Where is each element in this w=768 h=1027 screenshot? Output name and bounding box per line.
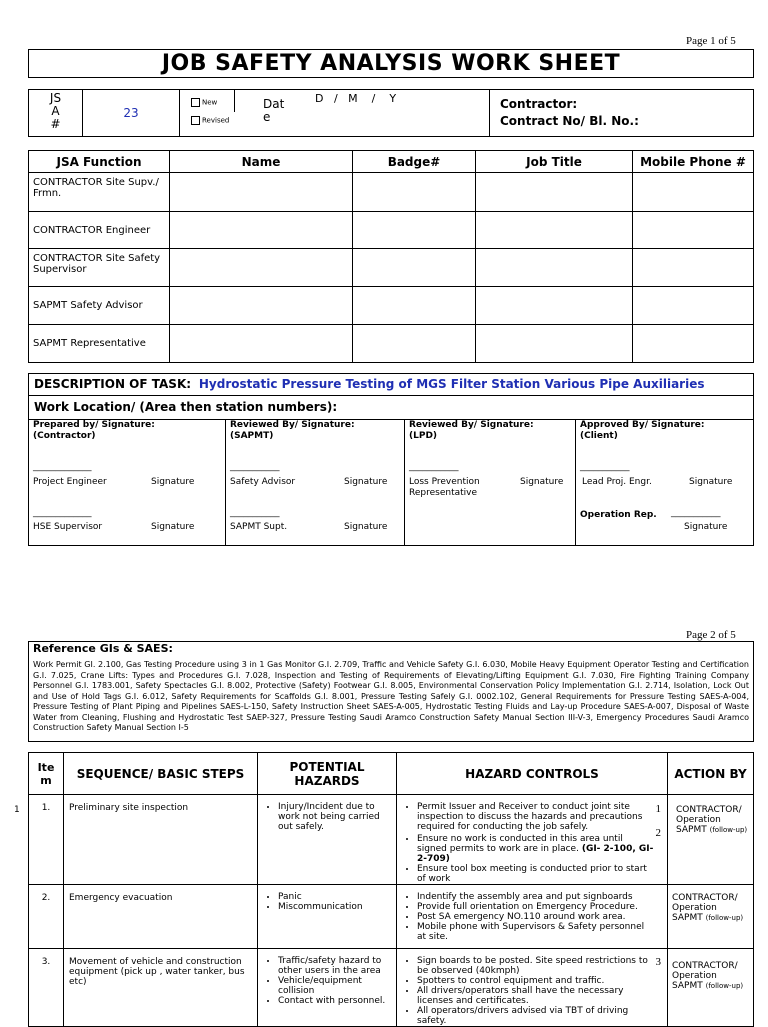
approved-by [580, 420, 705, 442]
operation-rep-label: Operation Rep. [580, 510, 657, 520]
step-cell: Preliminary site inspection [64, 795, 258, 885]
header-jsa-function: JSA Function [29, 151, 170, 173]
project-engineer-label: Project Engineer [33, 477, 107, 487]
header-action: ACTION BY [668, 753, 754, 795]
hazards-cell [258, 885, 397, 949]
name-cell[interactable] [170, 212, 353, 249]
date-label [263, 98, 284, 124]
control-item: • Indentify the assembly area and put signboards [417, 892, 655, 902]
header-hazards [258, 753, 397, 795]
control-item: • Ensure tool box meeting is conducted prior to start of work [417, 864, 655, 884]
jsa-number: 23 [83, 90, 180, 136]
name-cell[interactable] [170, 249, 353, 287]
action-cell [668, 949, 754, 1027]
divider [234, 90, 235, 112]
item-cell: 2. [29, 885, 64, 949]
signature-line[interactable]: ___________ [580, 462, 630, 472]
personnel-row [29, 325, 754, 363]
prepared-by [33, 420, 155, 442]
page-number: Page 1 of 5 [686, 35, 736, 47]
signature-line[interactable]: _____________ [33, 462, 92, 472]
name-cell[interactable] [170, 325, 353, 363]
new-label: New [202, 98, 218, 107]
hazards-cell [258, 949, 397, 1027]
jsa-function-cell: SAPMT Representative [29, 325, 170, 363]
header-item-1: Ite [37, 760, 55, 774]
title-box [28, 49, 754, 78]
job-title-cell[interactable] [476, 325, 633, 363]
divider [225, 420, 226, 545]
divider [489, 90, 490, 136]
hazard-item: • Contact with personnel. [278, 996, 392, 1006]
control-item: • Provide full orientation on Emergency Procedure. [417, 902, 655, 912]
reviewed-by-sapmt-title: Reviewed By/ Signature: [230, 420, 355, 430]
action-line: SAPMT [672, 981, 703, 991]
table-row [29, 795, 754, 885]
signature-label: Signature [151, 477, 195, 487]
header-item-2: m [40, 773, 52, 787]
header-job-title: Job Title [476, 151, 633, 173]
header-steps: SEQUENCE/ BASIC STEPS [64, 753, 258, 795]
header-name: Name [170, 151, 353, 173]
work-location: Work Location/ (Area then station numbers): [28, 395, 754, 420]
badge-cell[interactable] [353, 249, 476, 287]
table-row [29, 949, 754, 1027]
job-title-cell[interactable] [476, 173, 633, 212]
jsa-function-cell: CONTRACTOR Site Safety Supervisor [29, 249, 170, 287]
signature-label: Signature [344, 477, 388, 487]
job-title-cell[interactable] [476, 249, 633, 287]
page-number: Page 2 of 5 [686, 629, 736, 641]
revised-label: Revised [202, 116, 230, 125]
mobile-cell[interactable] [633, 325, 754, 363]
step-cell: Emergency evacuation [64, 885, 258, 949]
note-marker: 1 [655, 803, 661, 815]
controls-cell [397, 949, 668, 1027]
task-description [28, 373, 754, 396]
steps-header-row [29, 753, 754, 795]
control-item: • All operators/drivers advised via TBT of driving safety. [417, 1006, 655, 1026]
mobile-cell[interactable] [633, 212, 754, 249]
page-title: JOB SAFETY ANALYSIS WORK SHEET [161, 51, 621, 76]
reference-title: Reference GIs & SAES: [33, 642, 173, 655]
personnel-row [29, 249, 754, 287]
contractor-info [500, 96, 639, 130]
control-item: • Permit Issuer and Receiver to conduct joint site inspection to discuss the hazards and precautions required for conducting the job safely. [417, 802, 655, 832]
control-item: • Sign boards to be posted. Site speed restrictions to be observed (40kmph) [417, 956, 655, 976]
signature-line[interactable]: _____________ [33, 508, 92, 518]
steps-table [28, 752, 754, 1027]
signature-line[interactable]: ___________ [230, 462, 280, 472]
prepared-by-title: Prepared by/ Signature: [33, 420, 155, 430]
personnel-row [29, 212, 754, 249]
hazard-item: • Vehicle/equipment collision [278, 976, 392, 996]
control-item: • Post SA emergency NO.110 around work area. [417, 912, 655, 922]
reviewed-by-lpd-sub: (LPD) [409, 431, 438, 441]
reviewed-by-lpd [409, 420, 534, 442]
revised-checkbox[interactable] [191, 116, 200, 125]
mobile-cell[interactable] [633, 287, 754, 325]
signature-label: Signature [344, 522, 388, 532]
date-label-2: e [263, 110, 271, 124]
divider [404, 420, 405, 545]
table-row [29, 885, 754, 949]
header-badge: Badge# [353, 151, 476, 173]
approved-by-sub: (Client) [580, 431, 618, 441]
personnel-row [29, 287, 754, 325]
follow-up-note: (follow-up) [705, 982, 744, 990]
mobile-cell[interactable] [633, 173, 754, 212]
signature-label: Signature [520, 477, 564, 487]
control-text: Ensure no work is conducted in this area until signed permits to work are in place. [417, 834, 623, 854]
header-hazards-2: HAZARDS [294, 773, 360, 788]
signature-line[interactable]: ___________ [409, 462, 459, 472]
reviewed-by-sapmt-sub: (SAPMT) [230, 431, 274, 441]
badge-cell[interactable] [353, 212, 476, 249]
control-item: • All drivers/operators shall have the necessary licenses and certificates. [417, 986, 655, 1006]
follow-up-note: (follow-up) [709, 826, 748, 834]
reference-text: Work Permit GI. 2.100, Gas Testing Procedure using 3 in 1 Gas Monitor G.I. 2.709, Traffic and Vehicle Safety G.I. 6.030, Mobile Heavy Equipment Operator Testing and Certification G.I. 7.025, Crane Lifts: Types and Procedures G.I. 7.028, Inspection and Testing of Requirements of Elevating/Lifting Equipment G.I. 7.030, Fire Fighting Training Company Personnel G.I. 1783.001, Safety Spectacles G.I. 8.002, Protective (Safety) Footwear G.I. 8.005, Environmental Conservation Policy Implementation G.I. 2.714, Isolation, Lock Out and Use of Hold Tags G.I. 6.012, Safety Requirements for Scaffolds G.I. 8.001, Pressure Testing Safely G.I. 0002.102, General Requirements for Pressure Testing SAES-A-004, Pressure Testing of Plant Piping and Pipelines SAES-L-150, Safety Instruction Sheet SAES-A-005, Hydrostatic Testing Fluids and Lay-up Procedure SAES-A-007, Disposal of Waste Water from Cleaning, Flushing and Hydrostatic Test SAEP-327, Pressure Testing Saudi Aramco Construction Safety Manual Section III-V-3, Emergency Procedures Saudi Aramco Construction Safety Manual Section I-5 [33, 660, 749, 732]
task-label: DESCRIPTION OF TASK: [34, 377, 192, 391]
new-checkbox[interactable] [191, 98, 200, 107]
reference-box [28, 641, 754, 742]
badge-cell[interactable] [353, 287, 476, 325]
signature-line[interactable]: ___________ [230, 508, 280, 518]
signature-label: Signature [684, 522, 728, 532]
action-line: SAPMT [676, 825, 707, 835]
action-line: CONTRACTOR/ [672, 961, 738, 971]
control-item: • Mobile phone with Supervisors & Safety personnel at site. [417, 922, 655, 942]
jsa-function-cell: SAPMT Safety Advisor [29, 287, 170, 325]
sapmt-supt-label: SAPMT Supt. [230, 522, 288, 532]
item-cell: 3. [29, 949, 64, 1027]
personnel-table [28, 150, 754, 363]
header-controls: HAZARD CONTROLS [397, 753, 668, 795]
follow-up-note: (follow-up) [705, 914, 744, 922]
date-label-1: Dat [263, 97, 285, 111]
loss-prevention-label: Loss Prevention Representative [409, 477, 480, 498]
task-value: Hydrostatic Pressure Testing of MGS Filter Station Various Pipe Auxiliaries [198, 377, 705, 391]
controls-cell [397, 885, 668, 949]
name-cell[interactable] [170, 173, 353, 212]
signature-label: Signature [151, 522, 195, 532]
contract-no-label: Contract No/ Bl. No.: [500, 114, 639, 128]
divider [575, 420, 576, 545]
item-cell: 1. [29, 795, 64, 885]
reviewed-by-sapmt [230, 420, 355, 442]
note-marker: 3 [655, 956, 661, 968]
signature-line[interactable]: ___________ [671, 508, 721, 518]
jsa-info-row [28, 89, 754, 137]
action-line: CONTRACTOR/ [676, 805, 742, 815]
reviewed-by-lpd-title: Reviewed By/ Signature: [409, 420, 534, 430]
jsa-label-3: # [50, 117, 61, 131]
badge-cell[interactable] [353, 325, 476, 363]
jsa-function-cell: CONTRACTOR Site Supv./ Frmn. [29, 173, 170, 212]
margin-marker: 1 [14, 805, 20, 815]
step-cell: Movement of vehicle and construction equipment (pick up , water tanker, bus etc) [64, 949, 258, 1027]
action-cell [668, 885, 754, 949]
header-mobile: Mobile Phone # [633, 151, 754, 173]
signatures-block [28, 419, 754, 546]
action-cell [668, 795, 754, 885]
hazards-cell [258, 795, 397, 885]
revised-option[interactable] [191, 116, 229, 125]
action-line: SAPMT [672, 913, 703, 923]
jsa-label-2: A [51, 104, 60, 118]
prepared-by-sub: (Contractor) [33, 431, 96, 441]
badge-cell[interactable] [353, 173, 476, 212]
hse-supervisor-label: HSE Supervisor [33, 522, 103, 532]
job-title-cell[interactable] [476, 212, 633, 249]
new-option[interactable] [191, 98, 217, 107]
jsa-label [29, 90, 83, 136]
jsa-function-cell: CONTRACTOR Engineer [29, 212, 170, 249]
mobile-cell[interactable] [633, 249, 754, 287]
personnel-row [29, 173, 754, 212]
name-cell[interactable] [170, 287, 353, 325]
signature-label: Signature [689, 477, 733, 487]
personnel-header-row [29, 151, 754, 173]
hazard-item: • Traffic/safety hazard to other users in the area [278, 956, 392, 976]
action-line: Operation [672, 903, 717, 913]
safety-advisor-label: Safety Advisor [230, 477, 296, 487]
hazard-item: • Miscommunication [278, 902, 392, 912]
lead-proj-engr-label: Lead Proj. Engr. [582, 477, 652, 487]
action-line: Operation [676, 815, 721, 825]
approved-by-title: Approved By/ Signature: [580, 420, 705, 430]
job-title-cell[interactable] [476, 287, 633, 325]
header-hazards-1: POTENTIAL [289, 759, 365, 774]
action-line: Operation [672, 971, 717, 981]
control-reference: (GI- 2-100, GI-2-709) [417, 844, 654, 864]
header-item [29, 753, 64, 795]
control-item: • Spotters to control equipment and traffic. [417, 976, 655, 986]
hazard-item: • Injury/Incident due to work not being carried out safely. [278, 802, 392, 832]
note-marker: 2 [655, 827, 661, 839]
action-line: CONTRACTOR/ [672, 893, 738, 903]
jsa-label-1: JS [49, 91, 62, 105]
controls-cell [397, 795, 668, 885]
contractor-label: Contractor: [500, 97, 578, 111]
control-item [417, 834, 655, 864]
date-format: D / M / Y [315, 92, 397, 105]
hazard-item: • Panic [278, 892, 392, 902]
